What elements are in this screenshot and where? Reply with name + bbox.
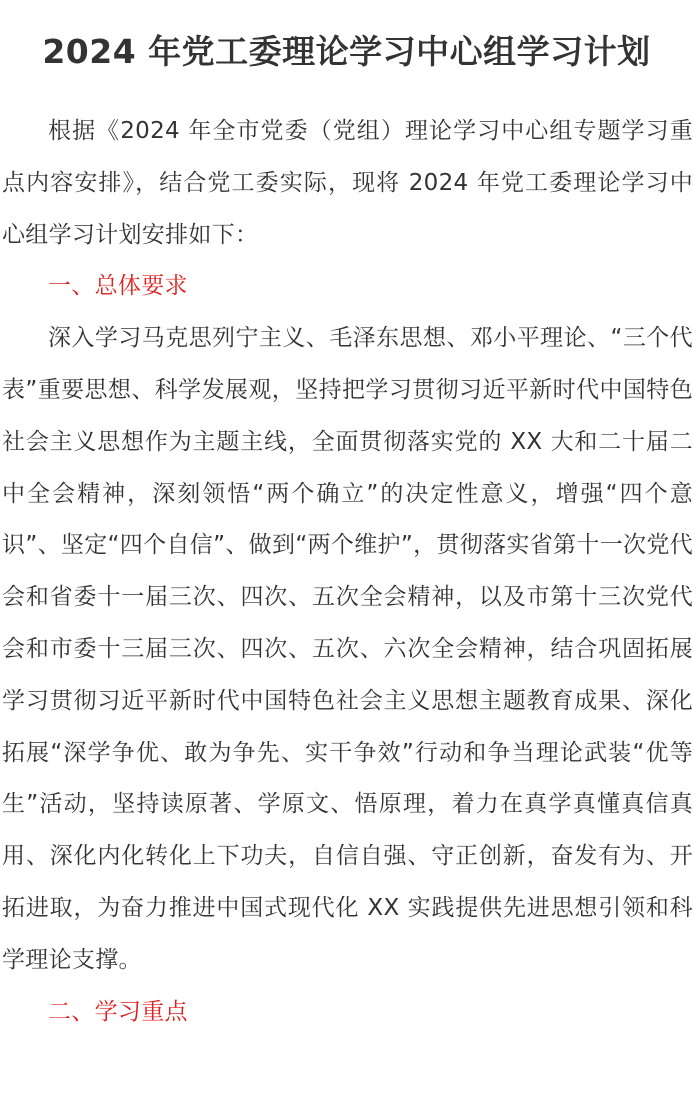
section-heading-study-focus: 二、学习重点 (48, 998, 188, 1025)
section-heading-general-requirements: 一、总体要求 (48, 273, 188, 300)
general-requirements-paragraph: 深入学习马克思列宁主义、毛泽东思想、邓小平理论、“三个代表”重要思想、科学发展观，坚持把学习贯彻习近平新时代中国特色社会主义思想作为主题主线，全面贯彻落实党的 XX 大和二十届二中全会精神，深刻领悟“两个确立”的决定性意义，增强“四个意识”、坚定“四个自信”、做到“两个维护”，贯彻落实省第十一次党代会和省委十一届三次、四次、五次全会精神，以及市第十三次党代会和市委十三届三次、四次、五次、六次全会精神，结合巩固拓展学习贯彻习近平新时代中国特色社会主义思想主题教育成果、深化拓展“深学争优、敢为争先、实干争效”行动和争当理论武装“优等生”活动，坚持读原著、学原文、悟原理，着力在真学真懂真信真用、深化内化转化上下功夫，自信自强、守正创新，奋发有为、开拓进取，为奋力推进中国式现代化 XX 实践提供先进思想引领和科学理论支撑。 (2, 325, 693, 973)
intro-paragraph: 根据《2024 年全市党委（党组）理论学习中心组专题学习重点内容安排》，结合党工委实际，现将 2024 年党工委理论学习中心组学习计划安排如下： (2, 118, 693, 248)
document-body (2, 106, 693, 1038)
document-title: 2024 年党工委理论学习中心组学习计划 (42, 32, 651, 71)
